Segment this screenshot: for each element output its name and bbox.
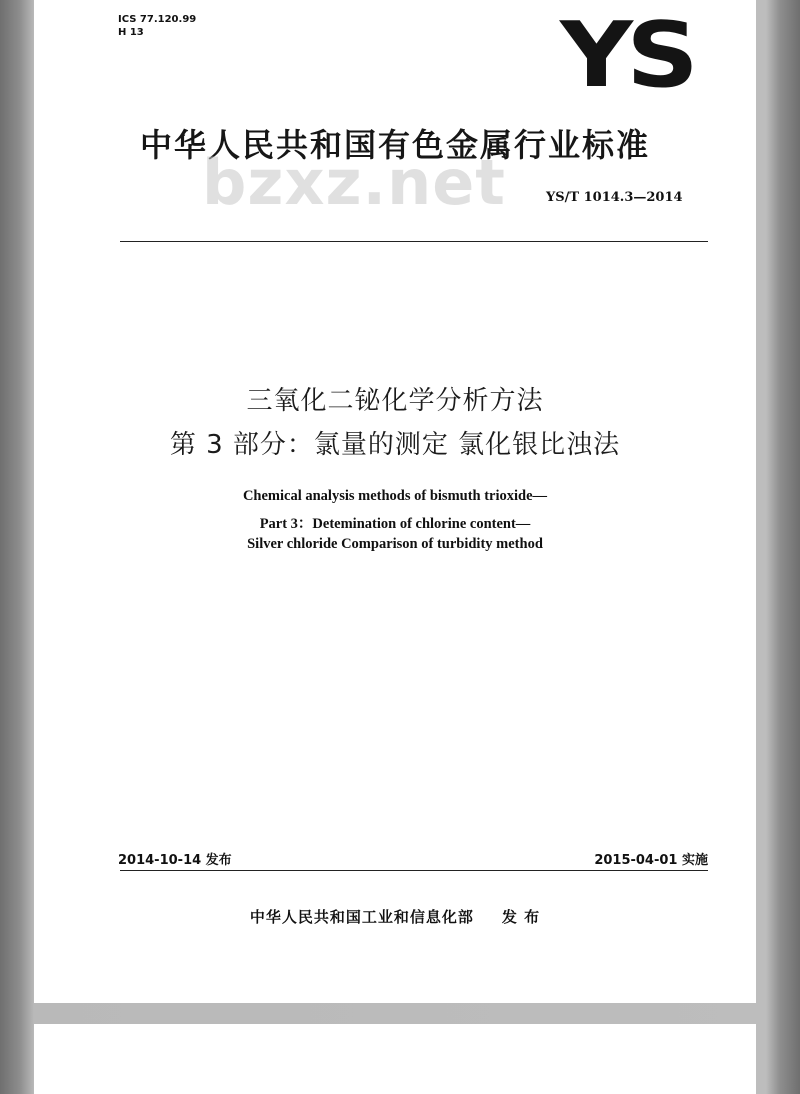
issuing-authority — [34, 906, 756, 927]
document-cover-page — [34, 0, 756, 1003]
footer-rule — [120, 870, 708, 871]
issuer-name: 中华人民共和国工业和信息化部 — [249, 908, 474, 926]
title-en-line2: Part 3：Detemination of chlorine content— — [259, 516, 531, 532]
ys-logo: YS — [560, 3, 693, 108]
title-en-line3: Silver chloride Comparison of turbidity method — [247, 536, 543, 552]
title-cn-line1: 三氧化二铋化学分析方法 — [246, 386, 544, 416]
title-en-line1: Chemical analysis methods of bismuth trioxide— — [242, 488, 548, 504]
classification-codes — [118, 13, 196, 39]
watermark: bzxz.net — [202, 146, 506, 219]
issue-date: 2014-10-14 发布 — [118, 853, 232, 868]
standard-number: YS/T 1014.3—2014 — [546, 190, 683, 205]
industry-standard-title: 中华人民共和国有色金属行业标准 — [139, 126, 650, 164]
header-rule — [120, 241, 708, 242]
effective-date: 2015-04-01 实施 — [594, 853, 708, 868]
issuer-action: 发 布 — [501, 908, 541, 926]
title-cn-line2: 第 3 部分：氯量的测定 氯化银比浊法 — [169, 430, 621, 460]
next-page-edge — [34, 1024, 756, 1094]
class-code: H 13 — [118, 27, 144, 38]
ics-code: ICS 77.120.99 — [118, 14, 197, 25]
